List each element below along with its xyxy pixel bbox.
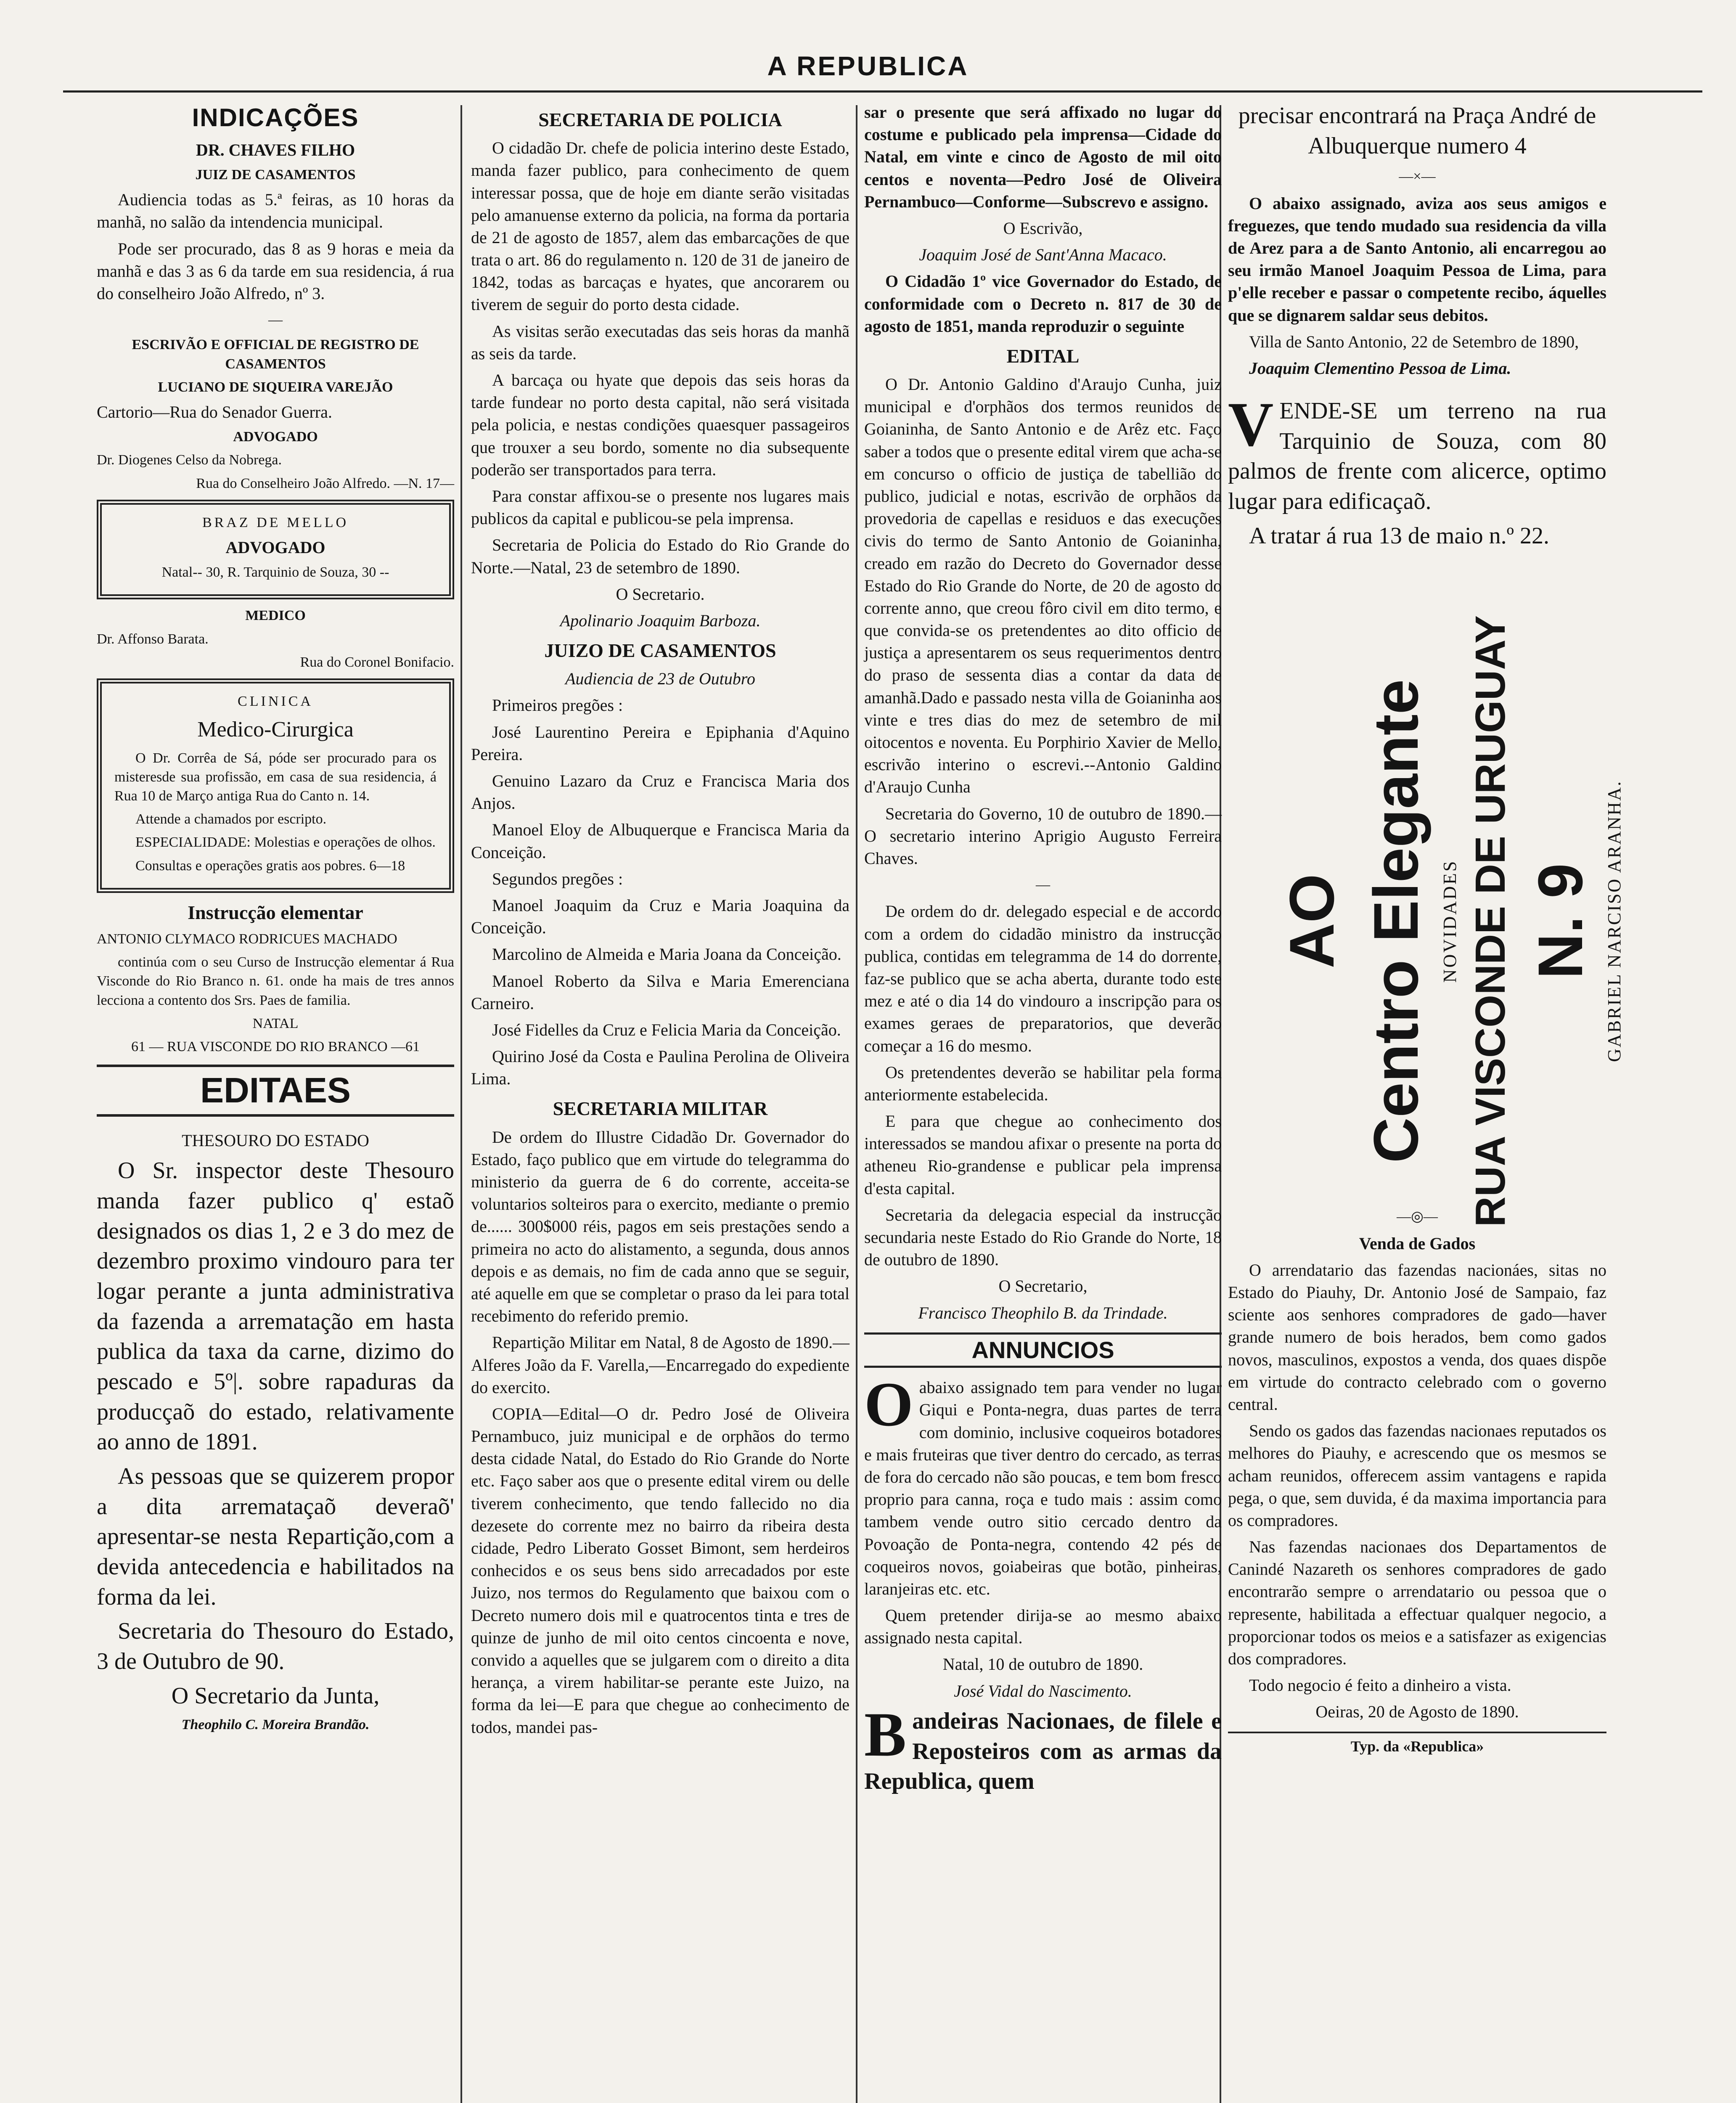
abaixo-text: O abaixo assignado, aviza aos seus amigos e freguezes, que tendo mudado sua residencia da villa de Arez para a de Santo Antonio, ali encarregou ao seu irmão Manoel Joaquim Pessoa de Lima, para p'elle receber e passar o competente recibo, áquelles que se dignarem saldar seus debitos.: [1228, 193, 1606, 325]
policia-signature: Apolinario Joaquim Barboza.: [560, 611, 761, 630]
separator: —◎—: [1397, 1209, 1438, 1225]
centro-name: Centro Elegante: [1360, 679, 1431, 1163]
annuncio-text: Quem pretender dirija-se ao mesmo abaixo assignado nesta capital.: [864, 1606, 1222, 1647]
juizo-item: Genuino Lazaro da Cruz e Francisca Maria dos Anjos.: [471, 771, 849, 813]
medico-name: Dr. Affonso Barata.: [97, 631, 209, 647]
clinica-title: Medico-Cirurgica: [197, 718, 354, 742]
instrucao-ordem-text: Os pretendentes deverão se habilitar pela forma anteriormente estabelecida.: [864, 1062, 1222, 1104]
thesouro-signature: Theophilo C. Moreira Brandão.: [181, 1717, 370, 1733]
escrivao-heading: ESCRIVÃO E OFFICIAL DE REGISTRO DE CASAMENTOS: [132, 337, 419, 372]
edital-text: O Dr. Antonio Galdino d'Araujo Cunha, juiz municipal e d'orphãos dos termos reunidos de Goianinha, de Santo Antonio e de Arêz etc. Faço saber a todos que o presente edital virem que acha-se em concurso o officio de justiça de tabellião do publico, judicial e notas, escrivão de orphãos da provedoria de capellas e residuos e das execuções civis do termo de Santo Antonio de Goianinha, creado em razão do Decreto do Governador desse Estado do Rio Grande do Norte, de 20 de agosto do corrente anno, que creou fôro civil em dito termo, e que convida-se os pretendentes ao dito officio de justiça a apresentarem os seus requerimentos dentro do praso de sessenta dias a contar da data de amanhã.Dado e passado nesta villa de Goianinha aos vinte e tres dias do mez de setembro de mil oitocentos e noventa. Eu Porphirio Xavier de Mello, escrivão interino o escrevi.--Antonio Galdino d'Araujo Cunha: [864, 375, 1222, 797]
masthead: A REPUBLICA: [767, 51, 969, 81]
annuncios-heading: ANNUNCIOS: [864, 1332, 1222, 1368]
annuncio-body: abaixo assignado tem para vender no lugar Giqui e Ponta-negra, duas partes de terra com dominio, inclusive coqueiros botadores e mais fruteiras que tiver dentro do cercado, as terras de fora do cercado não são poucas, e tem bom fresco proprio para canna, roça e tudo mais : assim como tambem vende outro sitio cercado dentro da Povoação de Ponta-negra, contendo 42 pés de coqueiros novos, goiabeiras que botão, pinheiras, laranjeiras etc. etc.: [864, 1378, 1222, 1598]
juizo-heading: JUIZO DE CASAMENTOS: [544, 640, 776, 662]
militar-heading: SECRETARIA MILITAR: [553, 1098, 768, 1120]
thesouro-text: O Sr. inspector deste Thesouro manda fazer publico q' estaõ designados os dias 1, 2 e 3 do mez de dezembro proximo vindouro para ter logar perante a junta administrativa da fazenda a arrematação em hasta publica da taxa da carne, dizimo do pescado e 5º|. sobre rapaduras da producçaõ do estado, relativamente ao anno de 1891.: [97, 1157, 454, 1455]
gados-text: Nas fazendas nacionaes dos Departamentos de Canindé Nazareth os senhores compradores de gado encontrarão sempre o arrendatario ou pessoa que o represente, habilitada a effectuar qualquer negocio, a proporcionar todos os meios e a satisfazer as exigencias dos compradores.: [1228, 1537, 1606, 1669]
continuation-text: sar o presente que será affixado no lugar do costume e publicado pela imprensa—Cidade do Natal, em vinte e cinco de Agosto de mil oito centos e noventa—Pedro José de Oliveira Pernambuco—Conforme—Subscrevo e assigno.: [864, 103, 1222, 211]
edital-text: Secretaria do Governo, 10 de outubro de 1890.—O secretario interino Aprigio Augusto Ferreira Chaves.: [864, 804, 1222, 868]
column-3: [864, 101, 1222, 2103]
gados-heading: Venda de Gados: [1359, 1234, 1476, 1253]
policia-text: Secretaria de Policia do Estado do Rio Grande do Norte.—Natal, 23 de setembro de 1890.: [471, 535, 849, 577]
ordem-secretario: O Secretario,: [998, 1277, 1088, 1296]
juizo-item: José Fidelles da Cruz e Felicia Maria da Conceição.: [492, 1020, 841, 1039]
abaixo-date: Villa de Santo Antonio, 22 de Setembro de 1890,: [1249, 332, 1579, 351]
policia-text: As visitas serão executadas das seis horas da manhã as seis da tarde.: [471, 321, 849, 363]
bandeiras-continuation: precisar encontrará na Praça André de Albuquerque numero 4: [1238, 103, 1596, 159]
chaves-role: JUIZ DE CASAMENTOS: [195, 167, 356, 183]
escrivao-address: Cartorio—Rua do Senador Guerra.: [97, 403, 332, 422]
chaves-text: Audiencia todas as 5.ª feiras, as 10 horas da manhã, no salão da intendencia municipal.: [97, 190, 454, 232]
juizo-item: Manoel Roberto da Silva e Maria Emerenciana Carneiro.: [471, 971, 849, 1013]
clinica-text: Attende a chamados por escripto.: [135, 811, 327, 827]
braz-de-mello-box: [97, 500, 454, 600]
policia-text: A barcaça ou hyate que depois das seis horas da tarde fundear no porto desta capital, não será visitada pela policia, e nestas condições quaesquer passageiros que trouxer a seu bordo, somente no dia subsequente poderão ser transportados para terra.: [471, 371, 849, 479]
instrucao-heading: Instrucção elementar: [188, 901, 363, 923]
instrucao-address: 61 — RUA VISCONDE DO RIO BRANCO —61: [131, 1039, 420, 1055]
chaves-name: DR. CHAVES FILHO: [196, 140, 355, 159]
typography-credit: Typ. da «Republica»: [1228, 1732, 1606, 1757]
juizo-item: José Laurentino Pereira e Epiphania d'Aquino Pereira.: [471, 722, 849, 764]
instrucao-natal: NATAL: [252, 1015, 299, 1031]
instrucao-ordem-text: De ordem do dr. delegado especial e de accordo com a ordem do cidadão ministro da instrucção publica, contidas em telegramma de 14 do dorrente, faz-se publico que se acha aberta, durante todo este mez e até o dia 14 do vindouro a inscripção para os exames geraes de preparatorios, que deverão começar a 16 do mesmo.: [864, 902, 1222, 1055]
policia-heading: SECRETARIA DE POLICIA: [538, 109, 782, 130]
instrucao-text: continúa com o seu Curso de Instrucção elementar á Rua Visconde do Rio Branco n. 61. onde ha mais de tres annos lecciona a contento dos Srs. Paes de familia.: [97, 954, 454, 1008]
centro-novidades: NOVIDADES: [1440, 860, 1460, 983]
annuncio-signature: José Vidal do Nascimento.: [954, 1681, 1132, 1700]
drop-cap: B: [864, 1699, 907, 1769]
thesouro-heading: THESOURO DO ESTADO: [182, 1131, 369, 1150]
column-rule: [460, 105, 462, 2103]
vende-text: [1228, 389, 1606, 517]
clinica-label: CLINICA: [238, 694, 313, 710]
indicacoes-heading: INDICAÇÕES: [192, 103, 359, 132]
drop-cap: V: [1228, 389, 1274, 460]
medico-address: Rua do Coronel Bonifacio.: [300, 654, 454, 670]
juizo-item: Segundos pregões :: [492, 869, 623, 888]
vende-body: ENDE-SE um terreno na rua Tarquinio de Souza, com 80 palmos de frente com alicerce, optimo lugar para edificaçaõ.: [1228, 398, 1606, 515]
clinica-text: ESPECIALIDADE: Molestias e operações de olhos.: [135, 834, 436, 850]
centro-elegante-rotated: [1270, 606, 1625, 1237]
bandeiras-body: andeiras Nacionaes, de filele e Reposteiros com as armas da Republica, quem: [864, 1708, 1222, 1795]
abaixo-signature: Joaquim Clementino Pessoa de Lima.: [1249, 358, 1511, 378]
thesouro-secretario: O Secretario da Junta,: [171, 1682, 380, 1709]
juizo-subheading: Audiencia de 23 de Outubro: [565, 669, 755, 689]
braz-role: ADVOGADO: [225, 538, 326, 557]
medico-heading: MEDICO: [245, 608, 306, 624]
centro-elegante-ad: [1228, 564, 1625, 1227]
instrucao-ordem-text: Secretaria da delegacia especial da instrucção secundaria neste Estado do Rio Grande do Norte, 18 de outubro de 1890.: [864, 1205, 1222, 1269]
copia-text: COPIA—Edital—O dr. Pedro José de Oliveira Pernambuco, juiz municipal e de orphãos do termo desta cidade Natal, do Estado do Rio Grande do Norte etc. Faço saber aos que o presente edital virem ou delle tiverem conhecimento, que tendo fallecido no dia dezesete do corrente mez no bairro da ribeira desta cidade, Pedro Liberato Gosset Bimont, sem herdeiros conhecidos e os seus bens sido arrecadados por este Juizo, nos termos do Regulamento que baixou com o Decreto numero dois mil e quatrocentos tinta e tres de quinze de junho de mil oito centos cincoenta e nove, convido a aquelles que se julgarem com o direito a dita herança, a virem habilitar-se perante este Juizo, na forma da lei—E para que chegue ao conhecimento de todos, mandei pas-: [471, 1404, 849, 1737]
gados-date: Oeiras, 20 de Agosto de 1890.: [1315, 1702, 1519, 1722]
juizo-item: Marcolino de Almeida e Maria Joana da Conceição.: [492, 945, 842, 964]
militar-text: De ordem do Illustre Cidadão Dr. Governador do Estado, faço publico que em virtude do telegramma do ministerio da guerra de 6 do corrente, acceita-se voluntarios solteiros para o exercito, mediante o premio de...... 300$000 réis, pagos em seis prestações sendo a primeira no acto do alistamento, a segunda, dous annos depois e as demais, no fim de cada anno que se seguir, até aquelle em que se completar o praso da lei para total recebimento do referido premio.: [471, 1127, 849, 1326]
drop-cap: O: [864, 1369, 913, 1440]
gados-text: Sendo os gados das fazendas nacionaes reputados os melhores do Piauhy, e acrescendo que os mesmos se acham reunidos, offerecem assim vantagens e rapida pega, o que, sem duvida, é da maxima importancia para os compradores.: [1228, 1421, 1606, 1530]
clinica-text: O Dr. Corrêa de Sá, póde ser procurado para os misteresde sua profissão, em casa de sua residencia, á Rua 10 de Março antiga Rua do Canto n. 14.: [114, 750, 437, 804]
braz-name: BRAZ DE MELLO: [202, 514, 349, 530]
braz-address: Natal-- 30, R. Tarquinio de Souza, 30 --: [161, 564, 389, 580]
policia-text: O cidadão Dr. chefe de policia interino deste Estado, manda fazer publico, para conhecimento de quem interessar possa, que de hoje em diante serão visitadas pelo amanuense externo da policia, na forma da portaria de 21 de agosto de 1857, alem das embarcações de que trata o art. 86 do regulamento n. 120 de 31 de janeiro de 1842, todas as barcaças e hyates, que ancorarem ou tiverem de seguir do porto desta cidade.: [471, 138, 849, 314]
annuncio-date: Natal, 10 de outubro de 1890.: [942, 1655, 1143, 1674]
clinica-box: [97, 678, 454, 893]
policia-secretario: O Secretario.: [616, 584, 705, 604]
clinica-text: Consultas e operações gratis aos pobres. 6—18: [135, 858, 405, 874]
thesouro-text: Secretaria do Thesouro do Estado, 3 de Outubro de 90.: [97, 1618, 454, 1674]
thesouro-text: As pessoas que se quizerem propor a dita arremataçaõ deveraõ' apresentar-se nesta Repartição,com a devida antecedencia e habilitados na forma da lei.: [97, 1463, 454, 1610]
advogado-name: Dr. Diogenes Celso da Nobrega.: [97, 452, 282, 468]
column-rule: [856, 105, 857, 2103]
advogado-heading: ADVOGADO: [233, 429, 318, 445]
continuation-escrivao: O Escrivão,: [1003, 218, 1083, 238]
separator: —×—: [1399, 169, 1436, 185]
juizo-item: Quirino José da Costa e Paulina Perolina de Oliveira Lima.: [471, 1047, 849, 1089]
ordem-signature: Francisco Theophilo B. da Trindade.: [918, 1303, 1168, 1322]
separator: —: [268, 312, 283, 328]
column-2: [471, 101, 849, 2103]
centro-ao: AO: [1276, 874, 1347, 969]
advogado-address: Rua do Conselheiro João Alfredo. —N. 17—: [196, 475, 454, 491]
edital-heading: EDITAL: [1006, 345, 1080, 367]
continuation-signature: Joaquim José de Sant'Anna Macaco.: [919, 245, 1167, 265]
vende-contact: A tratar á rua 13 de maio n.º 22.: [1249, 522, 1550, 549]
gados-text: Todo negocio é feito a dinheiro a vista.: [1249, 1676, 1511, 1695]
escrivao-name: LUCIANO DE SIQUEIRA VAREJÃO: [158, 379, 393, 395]
instrucao-ordem-text: E para que chegue ao conhecimento dos interessados se mandou afixar o presente na porta do atheneu Rio-grandense e publicar pela imprensa d'esta capital.: [864, 1112, 1222, 1198]
column-4: [1228, 101, 1625, 2103]
gados-text: O arrendatario das fazendas nacionáes, sitas no Estado do Piauhy, Dr. Antonio José de Sampaio, faz sciente aos senhores compradores de gado—haver grande numero de bois herados, bem como gados novos, masculinos, expostos a venda, dos quaes dispõe em virtude do contracto celebrado com o governo central.: [1228, 1260, 1606, 1414]
centro-rua: RUA VISCONDE DE URUGUAY: [1466, 615, 1514, 1227]
editaes-heading: EDITAES: [97, 1065, 454, 1117]
instrucao-name: ANTONIO CLYMACO RODRICUES MACHADO: [97, 931, 397, 947]
separator: —: [1036, 877, 1050, 893]
centro-numero: N. 9: [1524, 863, 1596, 979]
masthead-rule: [63, 90, 1702, 93]
juizo-item: Manoel Joaquim da Cruz e Maria Joaquina da Conceição.: [471, 895, 849, 938]
bandeiras-text: [864, 1699, 1222, 1797]
column-1: [97, 101, 454, 2103]
militar-text: Repartição Militar em Natal, 8 de Agosto de 1890.—Alferes João da F. Varella,—Encarregado do expediente do exercito.: [471, 1333, 849, 1397]
juizo-item: Primeiros pregões :: [492, 696, 623, 715]
centro-proprietor: GABRIEL NARCISO ARANHA.: [1604, 780, 1625, 1062]
annuncio-text: [864, 1369, 1222, 1600]
juizo-item: Manoel Eloy de Albuquerque e Francisca Maria da Conceição.: [471, 820, 849, 862]
chaves-text: Pode ser procurado, das 8 as 9 horas e meia da manhã e das 3 as 6 da tarde em sua residencia, á rua do conselheiro João Alfredo, nº 3.: [97, 239, 454, 303]
vice-governador-text: O Cidadão 1º vice Governador do Estado, de conformidade com o Decreto n. 817 de 30 de agosto de 1851, manda reproduzir o seguinte: [864, 272, 1222, 336]
policia-text: Para constar affixou-se o presente nos lugares mais publicos da capital e publicou-se pela imprensa.: [471, 486, 849, 528]
